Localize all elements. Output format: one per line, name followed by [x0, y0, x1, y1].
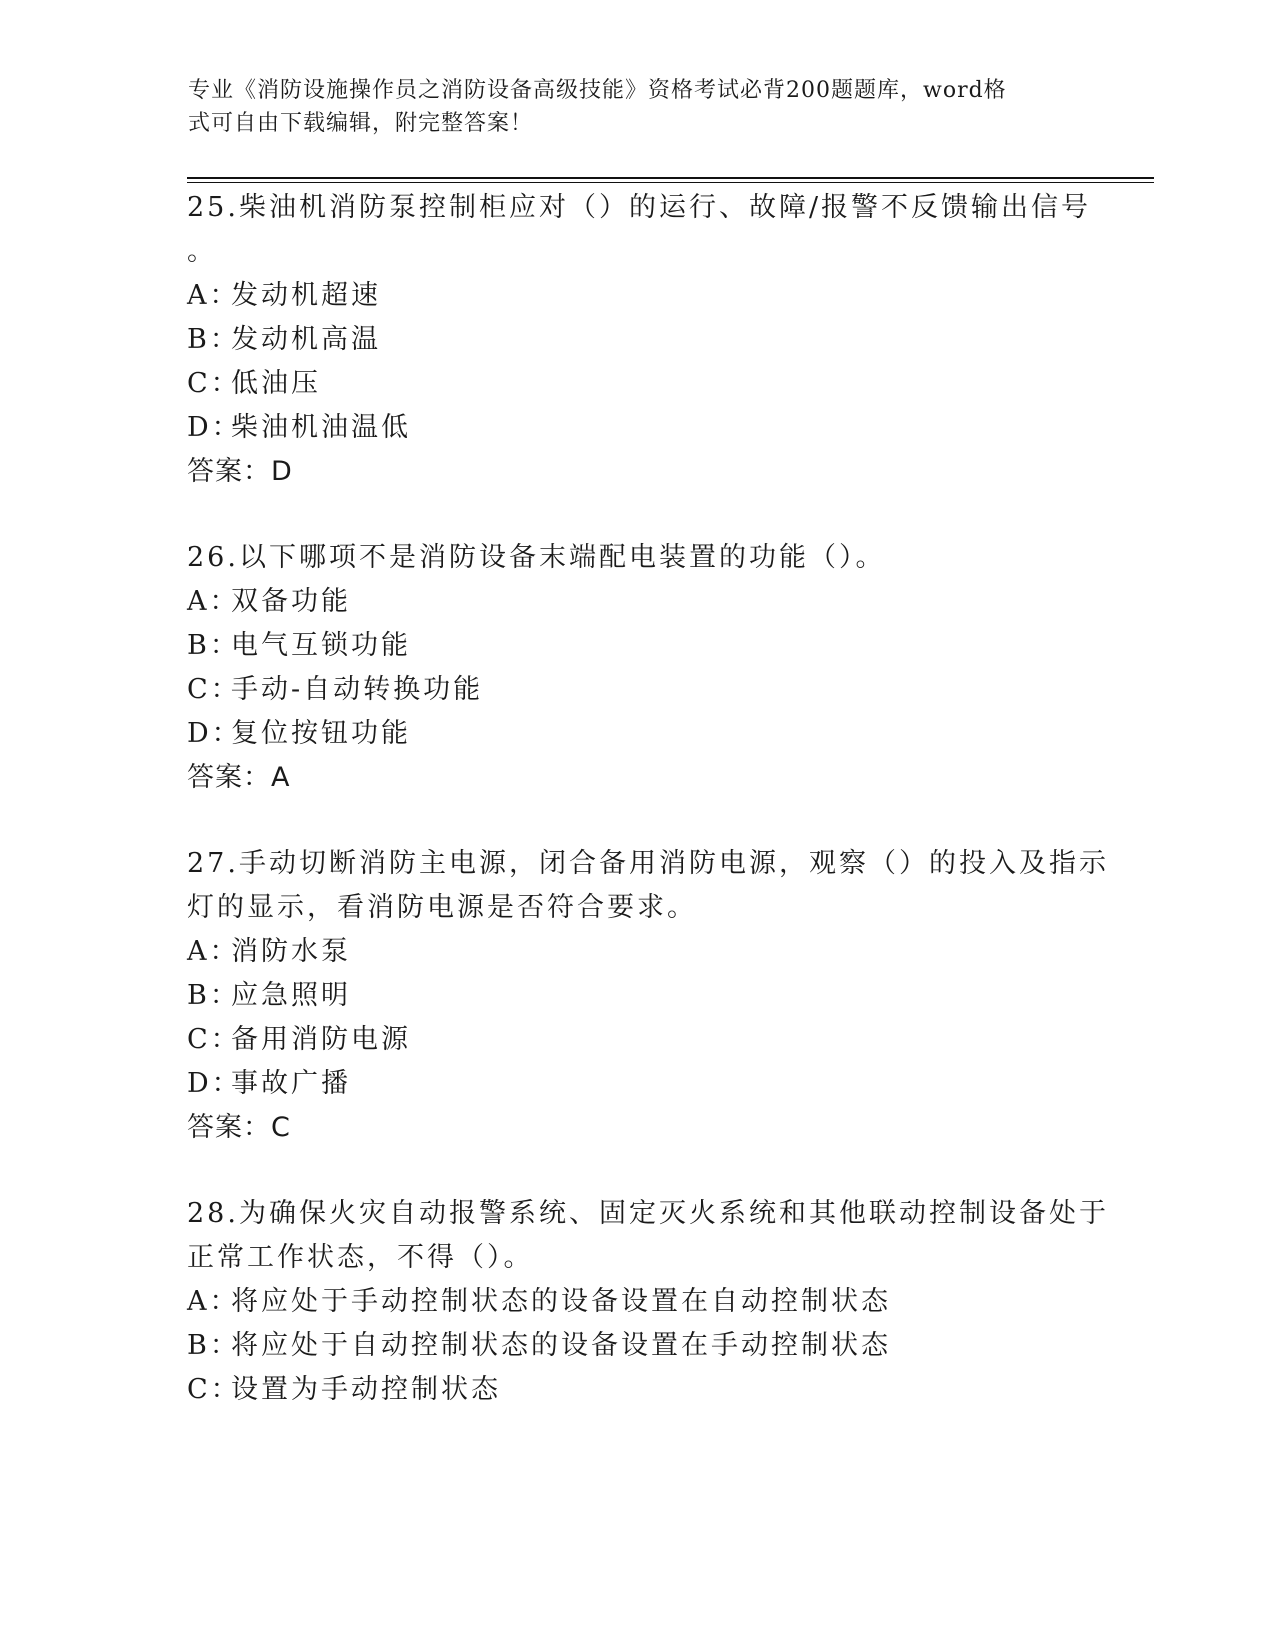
question-27-option-b: [187, 978, 351, 1014]
header-line-1: 专业《消防设施操作员之消防设备高级技能》资格考试必背200题题库，word格: [188, 78, 1007, 103]
option-text: 备用消防电源: [231, 1024, 411, 1055]
option-text: 设置为手动控制状态: [231, 1374, 501, 1405]
option-label: D：: [187, 412, 242, 443]
option-text: 将应处于手动控制状态的设备设置在自动控制状态: [231, 1286, 891, 1317]
question-28-option-b: [187, 1328, 891, 1364]
question-27-stem-cont: 灯的显示，看消防电源是否符合要求。: [187, 892, 697, 923]
option-label: C：: [187, 368, 241, 399]
question-25-option-c: [187, 366, 321, 402]
option-label: C：: [187, 1374, 241, 1405]
option-label: B：: [187, 1330, 240, 1361]
option-text: 应急照明: [231, 980, 351, 1011]
option-label: B：: [187, 980, 240, 1011]
question-27-answer: 答案：C: [187, 1112, 291, 1143]
question-27-option-c: [187, 1022, 411, 1058]
option-label: C：: [187, 674, 241, 705]
option-label: A：: [187, 586, 240, 617]
question-28-option-a: [187, 1284, 891, 1320]
header-divider-thick: [187, 177, 1154, 179]
option-text: 将应处于自动控制状态的设备设置在手动控制状态: [231, 1330, 891, 1361]
option-text: 双备功能: [231, 586, 351, 617]
question-25-stem-cont: 。: [187, 236, 217, 267]
question-28-stem: 28.为确保火灾自动报警系统、固定灭火系统和其他联动控制设备处于: [187, 1198, 1109, 1229]
option-label: A：: [187, 1286, 240, 1317]
header-divider-thin: [187, 182, 1154, 183]
option-text: 柴油机油温低: [231, 412, 411, 443]
option-text: 复位按钮功能: [231, 718, 411, 749]
option-label: D：: [187, 718, 242, 749]
option-text: 手动-自动转换功能: [231, 674, 484, 705]
option-text: 低油压: [231, 368, 321, 399]
option-label: B：: [187, 324, 240, 355]
option-label: C：: [187, 1024, 241, 1055]
option-text: 消防水泵: [231, 936, 351, 967]
option-label: A：: [187, 936, 240, 967]
question-25-option-b: [187, 322, 381, 358]
question-28-stem-cont: 正常工作状态，不得（）。: [187, 1242, 534, 1273]
question-28-option-c: [187, 1372, 501, 1408]
question-26-answer: 答案：A: [187, 762, 291, 793]
option-text: 事故广播: [231, 1068, 351, 1099]
question-25-stem: 25.柴油机消防泵控制柜应对（）的运行、故障/报警不反馈输出信号: [187, 192, 1092, 223]
question-26-option-a: [187, 584, 351, 620]
question-26-stem: 26.以下哪项不是消防设备末端配电装置的功能（）。: [187, 542, 886, 573]
option-text: 发动机高温: [231, 324, 381, 355]
question-26-option-d: [187, 716, 411, 752]
question-27-stem: 27.手动切断消防主电源，闭合备用消防电源，观察（）的投入及指示: [187, 848, 1109, 879]
question-27-option-a: [187, 934, 351, 970]
question-26-option-c: [187, 672, 483, 708]
question-25-option-d: [187, 410, 411, 446]
option-text: 发动机超速: [231, 280, 381, 311]
option-text: 电气互锁功能: [231, 630, 411, 661]
question-27-option-d: [187, 1066, 351, 1102]
question-25-answer: 答案：D: [187, 456, 293, 487]
option-label: A：: [187, 280, 240, 311]
document-header: [188, 74, 1068, 140]
question-26-option-b: [187, 628, 411, 664]
question-25-option-a: [187, 278, 381, 314]
option-label: D：: [187, 1068, 242, 1099]
option-label: B：: [187, 630, 240, 661]
header-line-2: 式可自由下载编辑，附完整答案！: [188, 111, 534, 136]
